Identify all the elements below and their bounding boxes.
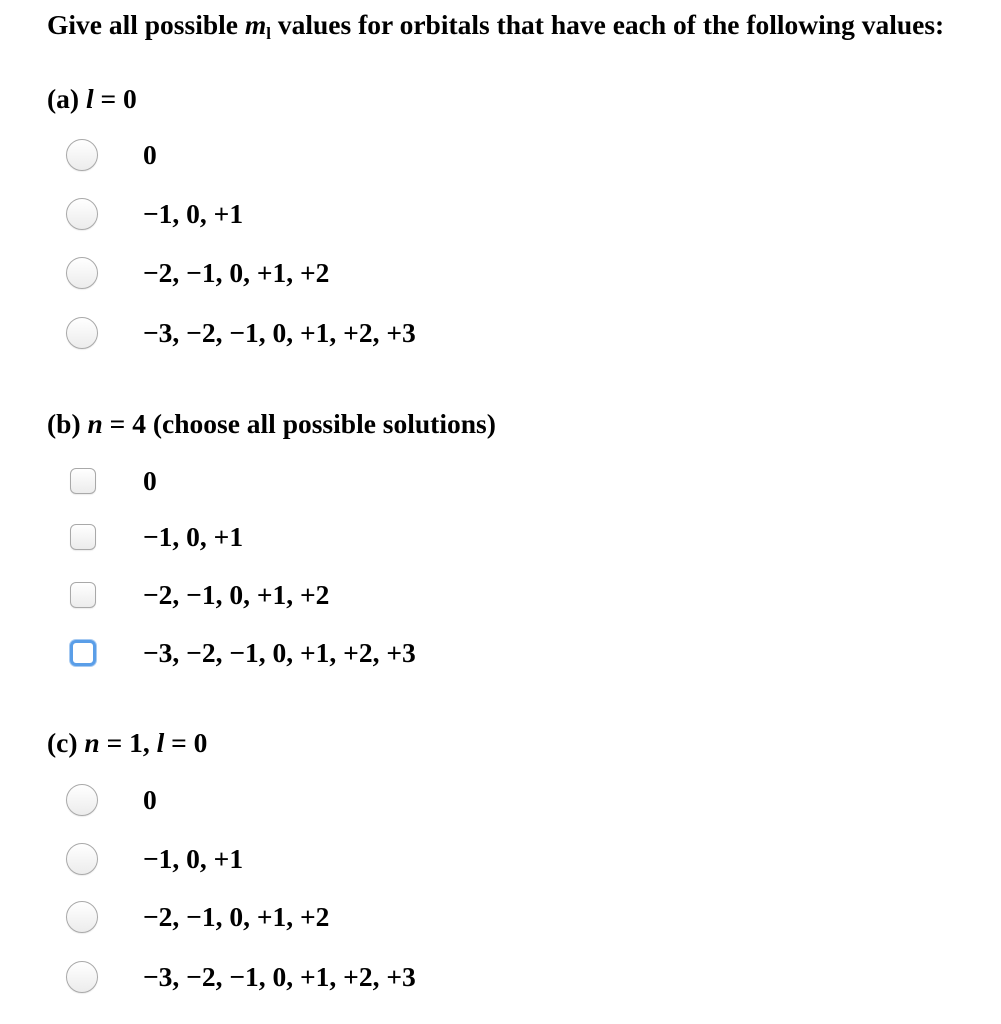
part-b-option-1-label: 0	[143, 465, 157, 496]
part-c-option-4[interactable]	[66, 960, 98, 994]
part-b-label-prefix: (b)	[47, 408, 88, 439]
part-a-option-3-radio[interactable]	[66, 257, 98, 289]
part-b-label-rest: = 4 (choose all possible solutions)	[102, 408, 496, 439]
question-title	[47, 8, 944, 42]
part-a-option-2[interactable]	[66, 197, 98, 231]
part-c-option-4-radio[interactable]	[66, 961, 98, 993]
part-a-label-variable: l	[85, 83, 94, 114]
part-a-option-1-radio[interactable]	[66, 139, 98, 171]
part-a-label-rest: = 0	[93, 83, 137, 114]
part-b-option-4[interactable]	[66, 636, 98, 670]
part-b-option-2[interactable]	[66, 520, 98, 554]
part-c-option-2-radio[interactable]	[66, 843, 98, 875]
question-title-prefix: Give all possible	[47, 9, 245, 40]
part-a-option-2-radio[interactable]	[66, 198, 98, 230]
part-a-option-4-label: −3, −2, −1, 0, +1, +2, +3	[143, 317, 416, 348]
part-a-option-2-label: −1, 0, +1	[143, 198, 244, 229]
part-a-option-4-radio[interactable]	[66, 317, 98, 349]
part-b-label	[47, 407, 496, 441]
part-c-option-3-label: −2, −1, 0, +1, +2	[143, 901, 330, 932]
part-b-option-3-checkbox[interactable]	[70, 582, 96, 608]
part-a-option-1[interactable]	[66, 138, 98, 172]
part-a-option-1-label: 0	[143, 139, 157, 170]
part-a-option-3-label: −2, −1, 0, +1, +2	[143, 257, 330, 288]
part-c-option-2-label: −1, 0, +1	[143, 843, 244, 874]
question-title-variable: m	[244, 9, 267, 40]
part-c-label-variable-n: n	[84, 727, 100, 758]
part-c-option-4-label: −3, −2, −1, 0, +1, +2, +3	[143, 961, 416, 992]
part-c-option-2[interactable]	[66, 842, 98, 876]
part-b-option-1-checkbox[interactable]	[70, 468, 96, 494]
question-title-subscript: l	[266, 24, 271, 43]
part-b-option-3[interactable]	[66, 578, 98, 612]
question-title-suffix: values for orbitals that have each of the following values:	[271, 9, 945, 40]
part-c-option-1-radio[interactable]	[66, 784, 98, 816]
part-c-option-3-radio[interactable]	[66, 901, 98, 933]
part-b-option-4-label: −3, −2, −1, 0, +1, +2, +3	[143, 637, 416, 668]
part-b-option-2-checkbox[interactable]	[70, 524, 96, 550]
part-c-label-rest: = 0	[164, 727, 208, 758]
part-c-option-1-label: 0	[143, 784, 157, 815]
part-a-label	[47, 82, 137, 116]
part-a-label-prefix: (a)	[47, 83, 86, 114]
part-a-option-4[interactable]	[66, 316, 98, 350]
part-c-label-mid: = 1,	[99, 727, 157, 758]
part-c-option-1[interactable]	[66, 783, 98, 817]
part-b-option-2-label: −1, 0, +1	[143, 521, 244, 552]
part-c-label-prefix: (c)	[47, 727, 85, 758]
part-c-label-variable-l: l	[156, 727, 165, 758]
part-b-option-1[interactable]	[66, 464, 98, 498]
part-b-option-4-checkbox[interactable]	[70, 640, 96, 666]
part-a-option-3[interactable]	[66, 256, 98, 290]
part-b-option-3-label: −2, −1, 0, +1, +2	[143, 579, 330, 610]
part-c-option-3[interactable]	[66, 900, 98, 934]
part-b-label-variable: n	[87, 408, 103, 439]
part-c-label	[47, 726, 207, 760]
